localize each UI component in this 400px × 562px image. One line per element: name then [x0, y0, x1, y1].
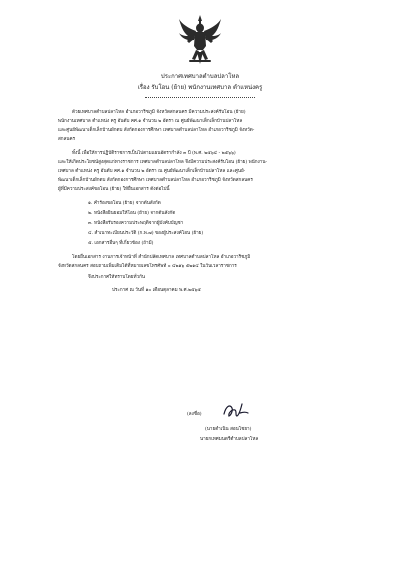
signatory-name: (นายดำเนิน สอนโชยา) [205, 427, 252, 432]
paragraph-line: และให้เกิดประโยชน์สูงสุดแก่ทางราชการ เทศบาลตำบลปลาโหล จึงมีความประสงค์รับโอน (ย้าย) พนักงาน- [58, 160, 268, 165]
paragraph-line: ผู้ที่มีความประสงค์ขอโอน (ย้าย) ให้ยื่นเอกสาร ดังต่อไปนี้ [58, 187, 170, 192]
paragraph-line: และศูนย์พัฒนาเด็กเล็กบ้านผักตบ สังกัดกองการศึกษา เทศบาลตำบลปลาโหล อำเภอวาริชภูมิ จังหวัด- [58, 128, 255, 133]
signatory-position: นายกเทศมนตรีตำบลปลาโหล [200, 437, 259, 442]
closing-line: จึงประกาศให้ทราบโดยทั่วกัน [88, 275, 145, 280]
paragraph-line: พัฒนาเด็กเล็กบ้านผักตบ สังกัดกองการศึกษา เทศบาลตำบลปลาโหล อำเภอวาริชภูมิ จังหวัดสกลนคร [58, 178, 253, 183]
announcement-org: ประกาศเทศบาลตำบลปลาโหล [160, 73, 240, 80]
signature-label: (ลงชื่อ) [187, 412, 202, 417]
document-list-item: ๒. หนังสือยินยอมให้โอน (ย้าย) จากต้นสังกัด [88, 211, 176, 216]
announcement-date: ประกาศ ณ วันที่ ๑๐ เดือนตุลาคม พ.ศ.๒๕๖๕ [112, 288, 201, 293]
document-list-item: ๔. สำเนาทะเบียนประวัติ (ก.พ.๗) ของผู้ประสงค์โอน (ย้าย) [88, 231, 204, 236]
document-list-item: ๑. คำร้องขอโอน (ย้าย) จากต้นสังกัด [88, 201, 161, 206]
document-list-item: ๓. หนังสือรับรองความประพฤติจากผู้บังคับบัญชา [88, 221, 184, 226]
garuda-emblem-icon [178, 14, 222, 66]
handwritten-signature [220, 400, 250, 422]
paragraph-line: พนักงานเทศบาล ตำแหน่ง ครู อันดับ คศ.๑ จำนวน ๒ อัตรา ณ ศูนย์พัฒนาเด็กเล็กบ้านปลาโหล [58, 119, 243, 124]
paragraph-line: สกลนคร [58, 137, 76, 142]
closing-line: โดยยื่นเอกสาร งานการเจ้าหน้าที่ สำนักปลัดเทศบาล เทศบาลตำบลปลาโหล อำเภอวาริชภูมิ [72, 255, 251, 260]
paragraph-line: ด้วยเทศบาลตำบลปลาโหล อำเภอวาริชภูมิ จังหวัดสกลนคร มีความประสงค์รับโอน (ย้าย) [72, 110, 246, 115]
document-list-item: ๕. เอกสารอื่นๆ ที่เกี่ยวข้อง (ถ้ามี) [88, 241, 154, 246]
paragraph-line: ทั้งนี้ เพื่อให้การปฏิบัติราชการเป็นไปตามแผนอัตรากำลัง ๓ ปี (พ.ศ. ๒๕๖๔ - ๒๕๖๖) [72, 151, 236, 156]
paragraph-line: เทศบาล ตำแหน่ง ครู อันดับ คศ.๑ จำนวน ๒ อัตรา ณ ศูนย์พัฒนาเด็กเล็กบ้านปลาโหล และศูนย์- [58, 169, 246, 174]
closing-line: จังหวัดสกลนคร สอบถามเพิ่มเติมได้ที่หมายเลขโทรศัพท์ ๐ ๔๒๑๖ ๕๒๑๔ ในวันเวลาราชการ [58, 264, 237, 269]
header-divider [145, 97, 255, 98]
announcement-subject: เรื่อง รับโอน (ย้าย) พนักงานเทศบาล ตำแหน่งครู [137, 84, 263, 91]
